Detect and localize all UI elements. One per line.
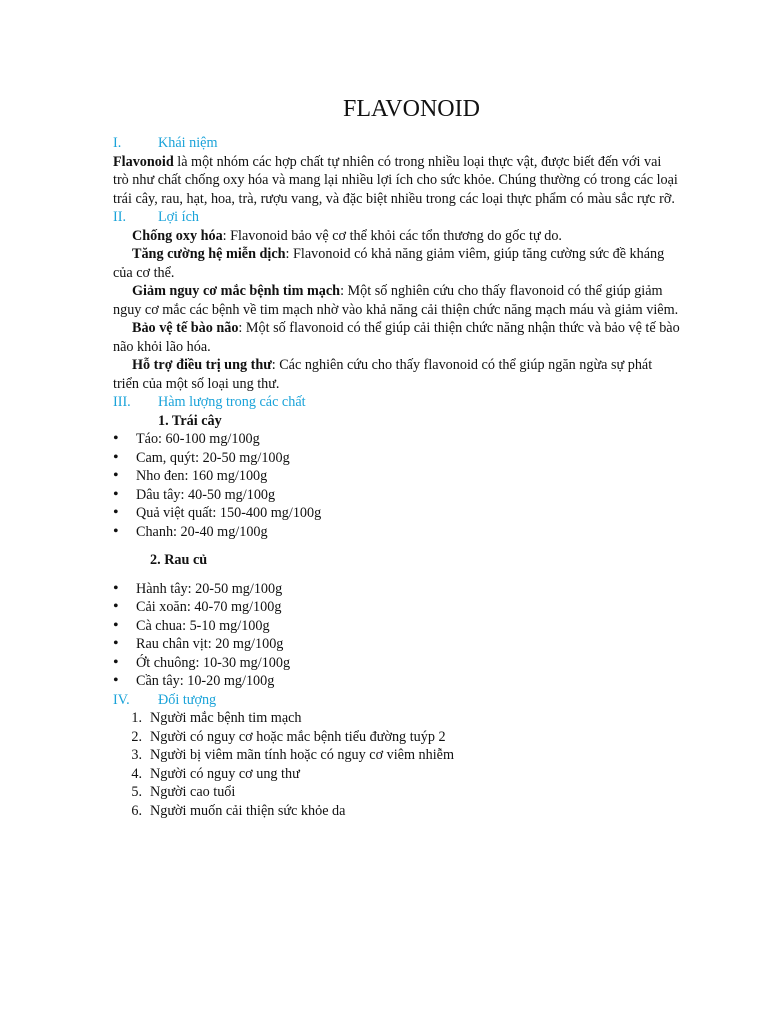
bullet-icon: • — [113, 635, 119, 652]
benefit-text: : Một số flavonoid có thể giúp cải thiện chức năng nhận thức và bảo vệ tế bào não khỏi lão hóa. — [113, 320, 680, 355]
list-item-text: Cải xoăn: 40-70 mg/100g — [136, 599, 282, 615]
list-item-text: Người có nguy cơ hoặc mắc bệnh tiểu đường tuýp 2 — [150, 728, 446, 745]
list-item — [113, 617, 680, 636]
list-item-text: Dâu tây: 40-50 mg/100g — [136, 486, 276, 503]
bullet-icon: • — [113, 653, 119, 671]
section-label: Khái niệm — [158, 135, 218, 151]
list-number: 2. — [131, 728, 142, 745]
list-item — [113, 504, 680, 523]
benefit-text: : Flavonoid có khả năng giảm viêm, giúp tăng cường sức đề kháng của cơ thể. — [113, 246, 665, 281]
bullet-icon: • — [113, 448, 119, 466]
definition-term: Flavonoid — [113, 153, 174, 170]
section-label: Lợi ích — [158, 209, 199, 225]
bullet-icon: • — [113, 579, 119, 597]
list-item — [113, 728, 680, 747]
list-item-text: Người mắc bệnh tim mạch — [150, 710, 302, 726]
list-number: 1. — [131, 710, 142, 726]
list-item — [113, 765, 680, 784]
section-number: III. — [113, 394, 131, 410]
list-number: 3. — [131, 747, 142, 763]
bullet-icon: • — [113, 504, 119, 521]
benefit-paragraph — [113, 245, 680, 282]
bullet-icon: • — [113, 672, 119, 689]
list-item-text: Chanh: 20-40 mg/100g — [136, 523, 268, 540]
definition-text: là một nhóm các hợp chất tự nhiên có trong nhiều loại thực vật, được biết đến với vai trò như chất chống oxy hóa và mang lại nhiều lợi ích cho sức khỏe. Chúng thường có trong các loại trái cây, rau, hạt, hoa, trà, rượu vang, và đặc biệt nhiều trong các loại thực phẩm có màu sắc rực rỡ. — [113, 153, 678, 207]
section-label: Hàm lượng trong các chất — [158, 394, 306, 410]
section-heading-khai-niem — [113, 134, 680, 153]
benefit-term: Hỗ trợ điều trị ung thư — [132, 357, 272, 373]
list-item-text: Hành tây: 20-50 mg/100g — [136, 580, 283, 597]
bullet-icon: • — [113, 522, 119, 540]
list-item — [113, 672, 680, 691]
section-heading-loi-ich — [113, 208, 680, 227]
list-item — [113, 598, 680, 617]
list-number: 6. — [131, 802, 142, 819]
list-item-text: Rau chân vịt: 20 mg/100g — [136, 636, 284, 652]
list-item — [113, 467, 680, 486]
list-item-text: Cà chua: 5-10 mg/100g — [136, 617, 270, 634]
list-item-text: Cam, quýt: 20-50 mg/100g — [136, 449, 290, 466]
definition-paragraph — [113, 153, 680, 209]
list-item-text: Nho đen: 160 mg/100g — [136, 468, 268, 484]
list-item-text: Quả việt quất: 150-400 mg/100g — [136, 505, 322, 521]
list-item — [113, 654, 680, 673]
benefit-text: : Một số nghiên cứu cho thấy flavonoid có thể giúp giảm nguy cơ mắc các bệnh về tim mạch nhờ vào khả năng cải thiện chức năng mạch máu và giảm viêm. — [113, 283, 679, 318]
list-item-text: Người có nguy cơ ung thư — [150, 765, 300, 782]
section-heading-ham-luong — [113, 393, 680, 412]
benefit-paragraph — [113, 282, 680, 319]
section-label: Đối tượng — [158, 691, 217, 708]
subheading-fruits: 1. Trái cây — [158, 412, 222, 429]
list-item — [113, 635, 680, 654]
list-item — [113, 486, 680, 505]
benefit-paragraph — [113, 227, 680, 246]
list-item-text: Người cao tuổi — [150, 784, 236, 800]
list-item — [113, 449, 680, 468]
document-title: FLAVONOID — [343, 96, 480, 122]
list-item — [113, 580, 680, 599]
list-item-text: Ớt chuông: 10-30 mg/100g — [136, 654, 291, 671]
list-number: 4. — [131, 765, 142, 782]
section-heading-doi-tuong — [113, 691, 680, 710]
benefit-term: Bảo vệ tế bào não — [132, 320, 239, 336]
benefit-text: : Flavonoid bảo vệ cơ thể khỏi các tổn thương do gốc tự do. — [222, 227, 562, 244]
subheading-vegetables: 2. Rau củ — [150, 552, 208, 568]
benefit-term: Chống oxy hóa — [132, 227, 223, 244]
benefit-text: : Các nghiên cứu cho thấy flavonoid có thể giúp ngăn ngừa sự phát triển của một số loại ung thư. — [113, 357, 653, 392]
list-item — [113, 709, 680, 728]
bullet-icon: • — [113, 485, 119, 503]
list-item — [113, 802, 680, 821]
vegetable-list — [113, 580, 680, 691]
section-number: I. — [113, 135, 122, 151]
list-item — [113, 430, 680, 449]
list-item-text: Người muốn cải thiện sức khỏe da — [150, 802, 346, 819]
list-item — [113, 783, 680, 802]
section-number: IV. — [113, 691, 130, 708]
benefit-term: Giảm nguy cơ mắc bệnh tim mạch — [132, 283, 341, 299]
bullet-icon: • — [113, 467, 119, 484]
list-item-text: Cần tây: 10-20 mg/100g — [136, 673, 275, 689]
list-item-text: Người bị viêm mãn tính hoặc có nguy cơ viêm nhiễm — [150, 747, 455, 763]
fruit-list — [113, 430, 680, 541]
benefit-paragraph — [113, 319, 680, 356]
bullet-icon: • — [113, 616, 119, 634]
benefit-term: Tăng cường hệ miễn dịch — [132, 246, 286, 262]
list-item — [113, 523, 680, 542]
bullet-icon: • — [113, 430, 119, 447]
list-number: 5. — [131, 784, 142, 800]
section-number: II. — [113, 209, 126, 225]
list-item-text: Táo: 60-100 mg/100g — [136, 431, 260, 447]
list-item — [113, 746, 680, 765]
benefit-paragraph — [113, 356, 680, 393]
target-group-list — [113, 709, 680, 820]
bullet-icon: • — [113, 598, 119, 615]
